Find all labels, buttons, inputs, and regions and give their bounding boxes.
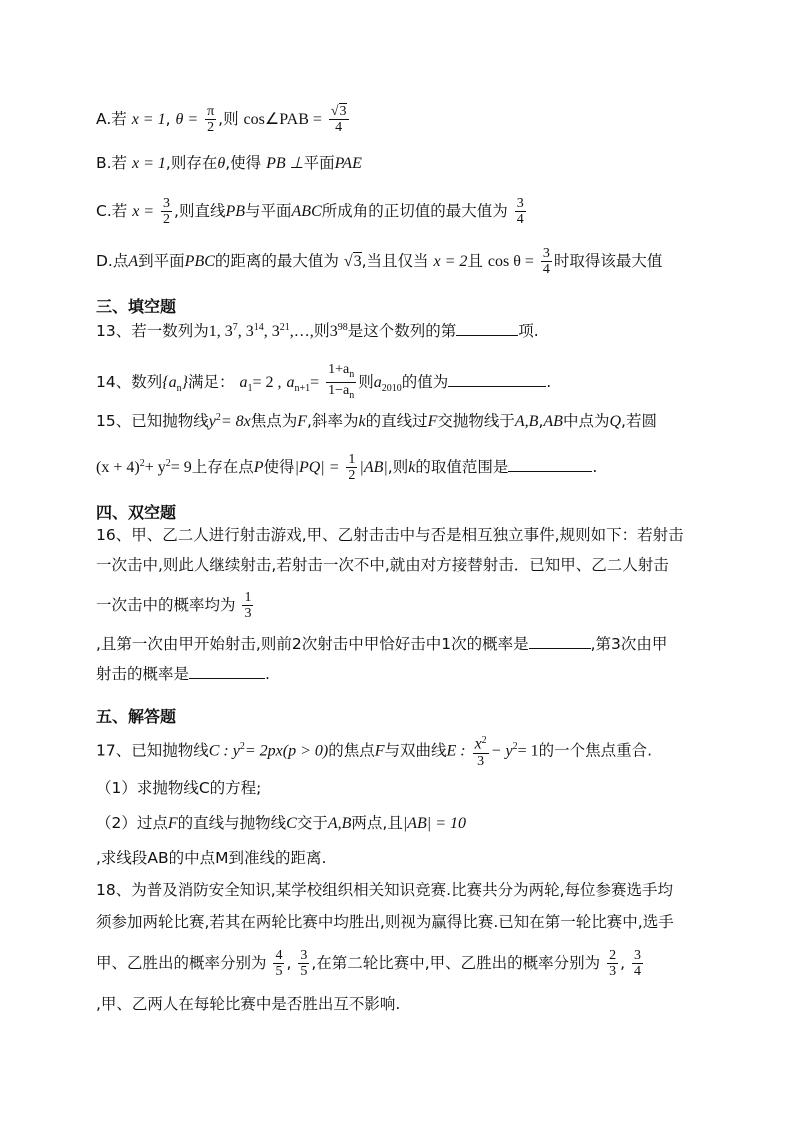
text: ,使得 — [225, 154, 262, 172]
text: ,则直线 — [174, 202, 226, 220]
math-sqrt3: √3 — [343, 253, 362, 270]
option-a: A.若 x = 1, θ = $\frac{\pi}{2}$ ,则 cos∠PAB = $\frac{√3}{4}$ — [96, 104, 347, 135]
question-16-line-2: 一次击中,则此人继续射击,若射击一次不中,就由对方接替射击．已知甲、乙二人射击 — [96, 556, 669, 574]
answer-blank[interactable] — [448, 372, 546, 387]
question-15: 15、已知抛物线$y^2= 8x$焦点为F,斜率为k的直线过F交抛物线于A,B,AB中点为Q,若圆 — [96, 412, 657, 431]
question-17: 17、已知抛物线C : $y^2= 2px(p > 0)$的焦点F与双曲线E : $\frac{x^2}{3}$ − $y^2= 1$的一个焦点重合. — [96, 735, 653, 769]
question-18: 18、为普及消防安全知识,某学校组织相关知识竞赛.比赛共分为两轮,每位参赛选手均 — [96, 881, 674, 899]
answer-blank[interactable] — [508, 457, 592, 472]
question-15-line-2: $(x + 4)^2+ y^2= 9$上存在点P使得|PQ| = $\frac{1}{2}$ |AB|,则k的取值范围是 . — [96, 452, 598, 483]
math-theta-eq: θ = — [175, 111, 199, 128]
answer-blank[interactable] — [456, 321, 518, 336]
text: ,当且仅当 — [361, 252, 429, 270]
question-17-part-2-line-2: ,求线段AB的中点M到准线的距离. — [96, 849, 327, 867]
section-heading: 三、填空题 — [96, 297, 177, 316]
question-18-line-3: 甲、乙胜出的概率分别为 $\frac{4}{5}$ , $\frac{3}{5}$ ,在第二轮比赛中,甲、乙胜出的概率分别为 $\frac{2}{3}$ , $\frac{3}{4}$ — [96, 948, 641, 979]
fraction-3-over-4: $\frac{3}{4}$ — [516, 196, 524, 227]
math-x-eq: x = 1 — [132, 155, 166, 172]
fraction-x2-over-3: $\frac{x^2}{3}$ — [474, 735, 487, 769]
text: 平面 — [303, 154, 335, 172]
fraction-3-over-5: $\frac{3}{5}$ — [300, 948, 308, 979]
fraction-4-over-5: $\frac{4}{5}$ — [275, 948, 283, 979]
math-pb: PB — [225, 203, 246, 220]
text: 时取得该最大值 — [553, 252, 663, 270]
option-b — [96, 153, 362, 174]
text: 到平面 — [138, 252, 185, 270]
option-c-label: C.若 — [96, 202, 128, 220]
text: 所成角的正切值的最大值为 — [321, 202, 508, 220]
question-18-line-2: 须参加两轮比赛,若其在两轮比赛中均胜出,则视为赢得比赛.已知在第一轮比赛中,选手 — [96, 913, 674, 931]
option-b-label: B.若 — [96, 154, 128, 172]
text: 则 — [358, 372, 374, 391]
text: 15、已知抛物线 — [96, 412, 209, 431]
math-x-eq: x = — [132, 203, 155, 220]
question-17-part-2: （2）过点F的直线与抛物线C交于A,B两点,且|AB| = 10 — [96, 814, 466, 832]
fraction-recurrence: $\frac{1+a_n}{1-a_n}$ — [328, 362, 355, 401]
math-pb-perp: PB ⊥ — [266, 155, 304, 172]
section-heading: 五、解答题 — [96, 707, 177, 726]
math-x-eq: x = 2 — [433, 253, 468, 270]
text: 满足： — [188, 372, 235, 391]
math-abc: ABC — [291, 203, 322, 220]
math-pae: PAE — [334, 155, 362, 172]
text: ,则存在 — [165, 154, 218, 172]
option-d-label: D.点 — [96, 252, 129, 270]
answer-blank-1[interactable] — [529, 634, 591, 649]
math-pbc: PBC — [184, 253, 215, 270]
fraction-3-over-2: $\frac{3}{2}$ — [163, 196, 171, 227]
text: 14、数列 — [96, 372, 163, 391]
question-16-line-4: ,且第一次由甲开始射击,则前2次射击中甲恰好击中1次的概率是 ,第3次由甲 — [96, 635, 668, 653]
question-17-part-1: （1）求抛物线C的方程; — [96, 779, 262, 797]
math-x-eq: x = 1 — [131, 111, 166, 128]
section-heading: 四、双空题 — [96, 503, 177, 522]
fraction-sqrt3-over-4: $\frac{√3}{4}$ — [330, 104, 347, 135]
question-13: 13、若一数列为1, $3^7$, $3^{14}$, $3^{21},\dots$,则$3^{98}$是这个数列的第 项. — [96, 322, 539, 341]
text: 且 — [467, 252, 483, 270]
question-18-line-4: ,甲、乙两人在每轮比赛中是否胜出互不影响. — [96, 995, 401, 1013]
option-d — [96, 246, 662, 277]
text: 是这个数列的第 — [347, 322, 457, 341]
fraction-2-over-3: $\frac{2}{3}$ — [609, 948, 617, 979]
math-cos-theta: cos θ = — [487, 253, 534, 270]
fraction-1-over-2: $\frac{1}{2}$ — [348, 452, 356, 483]
question-14: 14、数列$\{a_n\}$满足： $a_1= 2$ , $a_{n+1}=$ $\frac{1+a_n}{1-a_n}$ 则$a_{2010}$的值为 . — [96, 362, 552, 401]
math-theta: θ — [217, 155, 226, 172]
fraction-3-over-4: $\frac{3}{4}$ — [634, 948, 641, 979]
text-then: ,则 — [218, 110, 239, 128]
fraction-pi-over-2: $\frac{\pi}{2}$ — [207, 104, 215, 135]
fraction-3-over-4: $\frac{3}{4}$ — [542, 246, 550, 277]
answer-blank-2[interactable] — [189, 664, 265, 679]
math-cos-pab: cos∠PAB = — [243, 111, 322, 128]
text: 的值为 — [401, 372, 449, 391]
fraction-1-over-3: $\frac{1}{3}$ — [244, 590, 252, 621]
question-16-line-3: 一次击中的概率均为 $\frac{1}{3}$ — [96, 590, 252, 621]
text: 13、若一数列为 — [96, 322, 209, 341]
math: 1, 3 — [208, 323, 233, 341]
text: 项. — [518, 322, 539, 341]
question-16-line-5: 射击的概率是 . — [96, 665, 270, 683]
option-c — [96, 196, 528, 227]
option-a-label: A.若 — [96, 110, 127, 128]
question-16: 16、甲、乙二人进行射击游戏,甲、乙射击击中与否是相互独立事件,规则如下：若射击 — [96, 526, 684, 544]
math-a: A — [128, 253, 139, 270]
text: 与平面 — [245, 202, 292, 220]
text: 的距离的最大值为 — [214, 252, 339, 270]
